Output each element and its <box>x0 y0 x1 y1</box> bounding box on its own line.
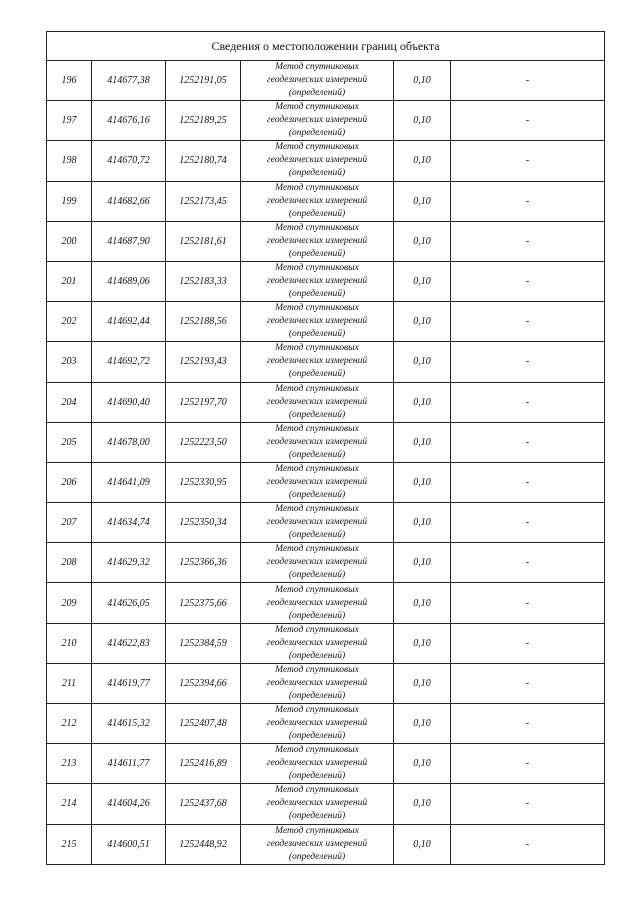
coordinate-y-cell: 1252193,43 <box>166 342 241 382</box>
coordinate-y-cell: 1252223,50 <box>166 422 241 462</box>
method-line: геодезических измерений <box>266 798 368 809</box>
method-cell <box>241 462 394 502</box>
point-number-cell: 197 <box>47 101 92 141</box>
table-row <box>47 623 605 663</box>
description-cell: - <box>451 704 605 744</box>
method-cell <box>241 61 394 101</box>
point-number-cell: 200 <box>47 221 92 261</box>
method-cell <box>241 583 394 623</box>
accuracy-cell: 0,10 <box>394 663 451 703</box>
description-cell: - <box>451 744 605 784</box>
table-title-row <box>47 32 605 61</box>
method-line: геодезических измерений <box>266 718 368 729</box>
table-row <box>47 101 605 141</box>
point-number-cell: 206 <box>47 462 92 502</box>
accuracy-cell: 0,10 <box>394 784 451 824</box>
method-line: геодезических измерений <box>266 235 368 246</box>
method-line: (определений) <box>288 731 346 742</box>
table-row <box>47 422 605 462</box>
description-cell: - <box>451 784 605 824</box>
method-line: (определений) <box>288 369 346 380</box>
method-line: Метод спутниковых <box>275 504 359 515</box>
coordinate-y-cell: 1252183,33 <box>166 261 241 301</box>
method-line: (определений) <box>288 409 346 420</box>
coordinate-x-cell: 414676,16 <box>92 101 166 141</box>
method-line: геодезических измерений <box>266 75 368 86</box>
method-line: (определений) <box>288 208 346 219</box>
description-cell: - <box>451 623 605 663</box>
coordinate-y-cell: 1252197,70 <box>166 382 241 422</box>
method-cell <box>241 141 394 181</box>
coordinate-y-cell: 1252437,68 <box>166 784 241 824</box>
coordinate-y-cell: 1252375,66 <box>166 583 241 623</box>
method-line: геодезических измерений <box>266 316 368 327</box>
method-line: геодезических измерений <box>266 637 368 648</box>
method-line: (определений) <box>288 650 346 661</box>
accuracy-cell: 0,10 <box>394 181 451 221</box>
accuracy-cell: 0,10 <box>394 744 451 784</box>
point-number-cell: 199 <box>47 181 92 221</box>
method-line: геодезических измерений <box>266 195 368 206</box>
method-line: (определений) <box>288 851 346 862</box>
coordinate-x-cell: 414692,44 <box>92 302 166 342</box>
method-line: геодезических измерений <box>266 557 368 568</box>
table-row <box>47 784 605 824</box>
coordinate-y-cell: 1252330,95 <box>166 462 241 502</box>
boundary-points-table <box>46 31 605 865</box>
method-line: (определений) <box>288 128 346 139</box>
boundary-table-sheet <box>46 31 604 865</box>
method-cell <box>241 422 394 462</box>
description-cell: - <box>451 141 605 181</box>
description-cell: - <box>451 302 605 342</box>
coordinate-x-cell: 414687,90 <box>92 221 166 261</box>
description-cell: - <box>451 221 605 261</box>
coordinate-x-cell: 414634,74 <box>92 503 166 543</box>
table-row <box>47 824 605 864</box>
method-line: (определений) <box>288 489 346 500</box>
method-line: (определений) <box>288 570 346 581</box>
point-number-cell: 214 <box>47 784 92 824</box>
accuracy-cell: 0,10 <box>394 462 451 502</box>
coordinate-x-cell: 414622,83 <box>92 623 166 663</box>
table-row <box>47 543 605 583</box>
table-row <box>47 583 605 623</box>
table-row <box>47 462 605 502</box>
method-line: (определений) <box>288 289 346 300</box>
method-line: Метод спутниковых <box>275 624 359 635</box>
method-line: (определений) <box>288 530 346 541</box>
point-number-cell: 209 <box>47 583 92 623</box>
coordinate-x-cell: 414604,26 <box>92 784 166 824</box>
accuracy-cell: 0,10 <box>394 101 451 141</box>
accuracy-cell: 0,10 <box>394 141 451 181</box>
coordinate-y-cell: 1252394,66 <box>166 663 241 703</box>
coordinate-x-cell: 414670,72 <box>92 141 166 181</box>
method-line: геодезических измерений <box>266 677 368 688</box>
description-cell: - <box>451 824 605 864</box>
description-cell: - <box>451 543 605 583</box>
method-line: (определений) <box>288 771 346 782</box>
coordinate-y-cell: 1252448,92 <box>166 824 241 864</box>
method-line: геодезических измерений <box>266 436 368 447</box>
table-row <box>47 663 605 703</box>
method-cell <box>241 663 394 703</box>
method-line: (определений) <box>288 88 346 99</box>
coordinate-y-cell: 1252350,34 <box>166 503 241 543</box>
description-cell: - <box>451 261 605 301</box>
accuracy-cell: 0,10 <box>394 382 451 422</box>
accuracy-cell: 0,10 <box>394 543 451 583</box>
description-cell: - <box>451 663 605 703</box>
table-row <box>47 744 605 784</box>
method-line: (определений) <box>288 690 346 701</box>
coordinate-y-cell: 1252366,36 <box>166 543 241 583</box>
coordinate-x-cell: 414611,77 <box>92 744 166 784</box>
point-number-cell: 205 <box>47 422 92 462</box>
method-line: (определений) <box>288 811 346 822</box>
point-number-cell: 213 <box>47 744 92 784</box>
method-line: геодезических измерений <box>266 396 368 407</box>
method-cell <box>241 221 394 261</box>
point-number-cell: 215 <box>47 824 92 864</box>
table-row <box>47 141 605 181</box>
coordinate-x-cell: 414600,51 <box>92 824 166 864</box>
accuracy-cell: 0,10 <box>394 61 451 101</box>
description-cell: - <box>451 422 605 462</box>
method-line: геодезических измерений <box>266 476 368 487</box>
coordinate-x-cell: 414690,40 <box>92 382 166 422</box>
coordinate-y-cell: 1252181,61 <box>166 221 241 261</box>
coordinate-x-cell: 414619,77 <box>92 663 166 703</box>
coordinate-x-cell: 414682,66 <box>92 181 166 221</box>
method-line: Метод спутниковых <box>275 182 359 193</box>
description-cell: - <box>451 462 605 502</box>
coordinate-y-cell: 1252416,89 <box>166 744 241 784</box>
method-line: Метод спутниковых <box>275 825 359 836</box>
method-cell <box>241 824 394 864</box>
method-line: геодезических измерений <box>266 517 368 528</box>
method-cell <box>241 181 394 221</box>
description-cell: - <box>451 61 605 101</box>
point-number-cell: 202 <box>47 302 92 342</box>
accuracy-cell: 0,10 <box>394 583 451 623</box>
method-line: Метод спутниковых <box>275 705 359 716</box>
point-number-cell: 204 <box>47 382 92 422</box>
accuracy-cell: 0,10 <box>394 623 451 663</box>
accuracy-cell: 0,10 <box>394 824 451 864</box>
coordinate-y-cell: 1252384,59 <box>166 623 241 663</box>
description-cell: - <box>451 342 605 382</box>
method-cell <box>241 342 394 382</box>
method-line: Метод спутниковых <box>275 303 359 314</box>
method-cell <box>241 784 394 824</box>
coordinate-x-cell: 414692,72 <box>92 342 166 382</box>
method-line: геодезических измерений <box>266 356 368 367</box>
description-cell: - <box>451 101 605 141</box>
accuracy-cell: 0,10 <box>394 342 451 382</box>
table-row <box>47 302 605 342</box>
accuracy-cell: 0,10 <box>394 503 451 543</box>
coordinate-x-cell: 414629,32 <box>92 543 166 583</box>
method-cell <box>241 543 394 583</box>
accuracy-cell: 0,10 <box>394 302 451 342</box>
table-row <box>47 382 605 422</box>
method-cell <box>241 623 394 663</box>
method-line: геодезических измерений <box>266 155 368 166</box>
point-number-cell: 208 <box>47 543 92 583</box>
method-cell <box>241 261 394 301</box>
method-line: (определений) <box>288 168 346 179</box>
method-line: геодезических измерений <box>266 115 368 126</box>
method-line: (определений) <box>288 329 346 340</box>
accuracy-cell: 0,10 <box>394 704 451 744</box>
table-row <box>47 704 605 744</box>
method-line: Метод спутниковых <box>275 343 359 354</box>
method-line: Метод спутниковых <box>275 584 359 595</box>
method-line: Метод спутниковых <box>275 263 359 274</box>
point-number-cell: 198 <box>47 141 92 181</box>
table-row <box>47 221 605 261</box>
point-number-cell: 196 <box>47 61 92 101</box>
table-row <box>47 181 605 221</box>
method-line: (определений) <box>288 610 346 621</box>
accuracy-cell: 0,10 <box>394 221 451 261</box>
method-line: Метод спутниковых <box>275 664 359 675</box>
point-number-cell: 211 <box>47 663 92 703</box>
method-cell <box>241 101 394 141</box>
method-line: (определений) <box>288 248 346 259</box>
table-row <box>47 342 605 382</box>
method-line: (определений) <box>288 449 346 460</box>
description-cell: - <box>451 583 605 623</box>
method-line: Метод спутниковых <box>275 785 359 796</box>
description-cell: - <box>451 382 605 422</box>
method-line: Метод спутниковых <box>275 544 359 555</box>
coordinate-x-cell: 414615,32 <box>92 704 166 744</box>
method-line: геодезических измерений <box>266 758 368 769</box>
point-number-cell: 207 <box>47 503 92 543</box>
accuracy-cell: 0,10 <box>394 422 451 462</box>
point-number-cell: 212 <box>47 704 92 744</box>
method-line: Метод спутниковых <box>275 423 359 434</box>
coordinate-y-cell: 1252188,56 <box>166 302 241 342</box>
accuracy-cell: 0,10 <box>394 261 451 301</box>
coordinate-y-cell: 1252407,48 <box>166 704 241 744</box>
method-line: Метод спутниковых <box>275 62 359 73</box>
point-number-cell: 203 <box>47 342 92 382</box>
method-line: Метод спутниковых <box>275 745 359 756</box>
coordinate-y-cell: 1252191,05 <box>166 61 241 101</box>
coordinate-x-cell: 414626,05 <box>92 583 166 623</box>
coordinate-x-cell: 414641,09 <box>92 462 166 502</box>
method-line: Метод спутниковых <box>275 222 359 233</box>
coordinate-y-cell: 1252173,45 <box>166 181 241 221</box>
method-cell <box>241 503 394 543</box>
method-cell <box>241 302 394 342</box>
method-line: Метод спутниковых <box>275 383 359 394</box>
method-line: геодезических измерений <box>266 838 368 849</box>
method-line: Метод спутниковых <box>275 463 359 474</box>
method-line: геодезических измерений <box>266 597 368 608</box>
coordinate-x-cell: 414689,06 <box>92 261 166 301</box>
table-row <box>47 61 605 101</box>
table-row <box>47 503 605 543</box>
method-cell <box>241 744 394 784</box>
method-line: Метод спутниковых <box>275 142 359 153</box>
table-title: Сведения о местоположении границ объекта <box>47 32 605 61</box>
coordinate-x-cell: 414678,00 <box>92 422 166 462</box>
method-line: Метод спутниковых <box>275 102 359 113</box>
coordinate-x-cell: 414677,38 <box>92 61 166 101</box>
method-cell <box>241 704 394 744</box>
method-cell <box>241 382 394 422</box>
point-number-cell: 210 <box>47 623 92 663</box>
table-row <box>47 261 605 301</box>
coordinate-y-cell: 1252189,25 <box>166 101 241 141</box>
description-cell: - <box>451 181 605 221</box>
method-line: геодезических измерений <box>266 276 368 287</box>
description-cell: - <box>451 503 605 543</box>
coordinate-y-cell: 1252180,74 <box>166 141 241 181</box>
point-number-cell: 201 <box>47 261 92 301</box>
